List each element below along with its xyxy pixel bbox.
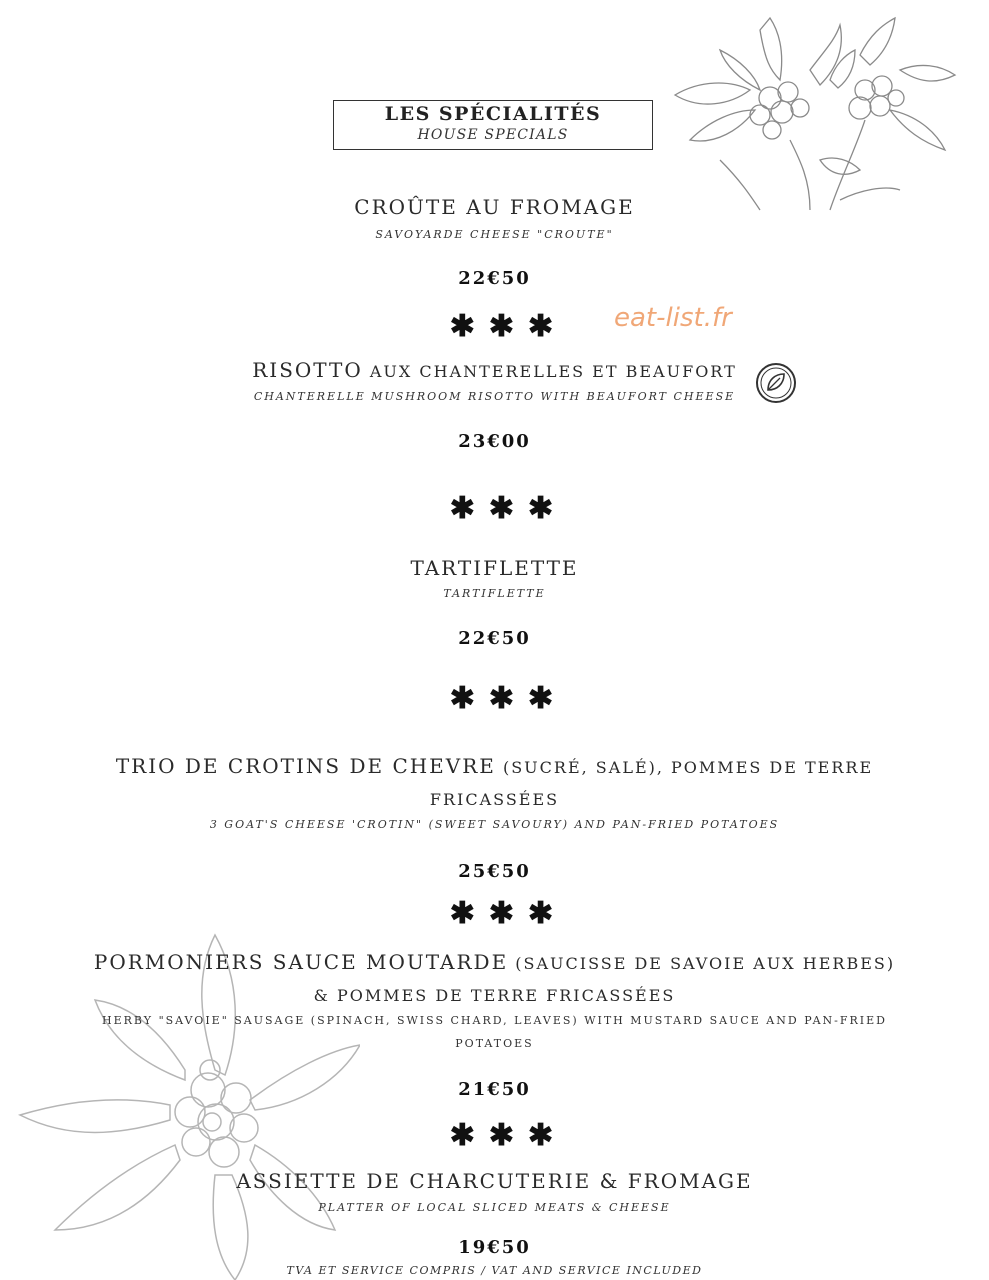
dish-title-detail: (SAUCISSE DE SAVOIE AUX HERBES) [508,954,896,973]
dish-subtitle-pormoniers: HERBY "SAVOIE" SAUSAGE (SPINACH, SWISS CHARD, LEAVES) WITH MUSTARD SAUCE AND PAN-FRIED [102,1014,887,1027]
watermark-text: eat-list.fr [614,303,732,333]
dish-price-pormoniers: 21€50 [458,1079,531,1100]
vegetarian-leaf-icon [755,362,797,404]
dish-subtitle-pormoniers-line2: POTATOES [455,1037,534,1050]
dish-title-detail: & FROMAGE [591,1169,753,1193]
dish-subtitle-crotins: 3 GOAT'S CHEESE 'CROTIN" (SWEET SAVOURY) AND PAN-FRIED POTATOES [209,818,780,831]
dish-subtitle-croute: SAVOYARDE CHEESE "CROUTE" [375,228,614,241]
dish-title-detail: & POMMES DE TERRE FRICASSÉES [313,986,676,1005]
section-header-box [333,100,653,150]
separator-stars: ✱✱✱ [449,1118,568,1153]
dish-price-croute: 22€50 [458,268,531,289]
dish-title-tartiflette [0,552,989,584]
dish-title-detail: FRICASSÉES [429,790,560,809]
dish-title-crotins [0,750,989,784]
dish-subtitle-risotto: CHANTERELLE MUSHROOM RISOTTO WITH BEAUFORT CHEESE [253,390,736,403]
dish-title-main: ASSIETTE DE CHARCUTERIE [236,1169,592,1193]
dish-subtitle-tartiflette: TARTIFLETTE [443,587,546,600]
dish-title-pormoniers [0,946,989,980]
dish-title-text: CROÛTE AU FROMAGE [354,195,635,219]
separator-stars: ✱✱✱ [449,309,568,344]
dish-title-assiette [0,1165,989,1197]
dish-title-detail: AUX CHANTERELLES ET BEAUFORT [362,362,737,381]
dish-title-risotto [0,354,989,388]
dish-title-detail: (SUCRÉ, SALÉ), POMMES DE TERRE [495,758,874,777]
section-subtitle: HOUSE SPECIALS [417,127,569,143]
dish-title-main: RISOTTO [252,358,363,382]
separator-stars: ✱✱✱ [449,491,568,526]
edelweiss-illustration-top [660,10,960,220]
dish-title-pormoniers-line2 [0,978,989,1012]
dish-price-crotins: 25€50 [458,861,531,882]
section-title: LES SPÉCIALITÉS [384,103,602,125]
dish-title-crotins-line2 [0,782,989,816]
separator-stars: ✱✱✱ [449,681,568,716]
dish-title-main: TRIO DE CROTINS DE CHEVRE [115,754,496,778]
dish-price-risotto: 23€00 [458,431,531,452]
dish-price-assiette: 19€50 [458,1237,531,1258]
footer-note: TVA ET SERVICE COMPRIS / VAT AND SERVICE INCLUDED [286,1264,703,1277]
dish-title-croute [0,191,989,223]
dish-price-tartiflette: 22€50 [458,628,531,649]
dish-subtitle-assiette: PLATTER OF LOCAL SLICED MEATS & CHEESE [318,1201,671,1214]
separator-stars: ✱✱✱ [449,896,568,931]
dish-title-text: TARTIFLETTE [410,556,579,580]
dish-title-main: PORMONIERS SAUCE MOUTARDE [93,950,509,974]
